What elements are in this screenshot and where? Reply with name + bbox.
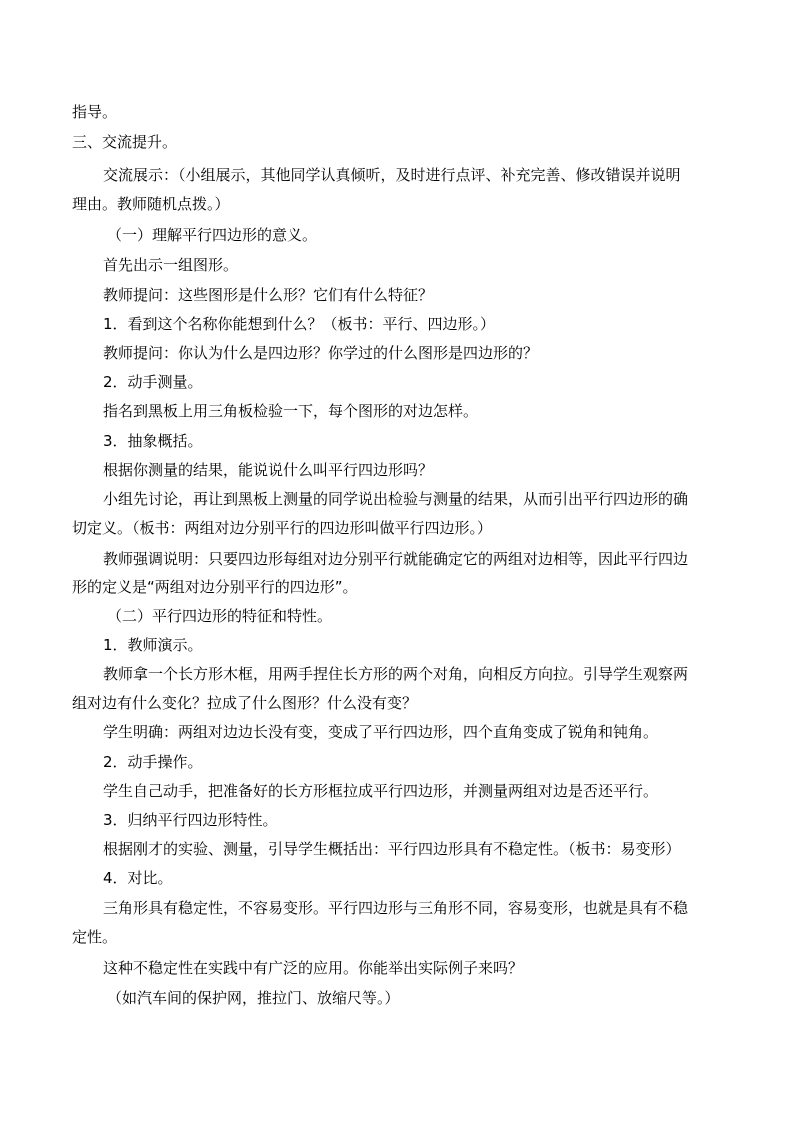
text-line: 交流展示：（小组展示，其他同学认真倾听，及时进行点评、补充完善、修改错误并说明 — [103, 166, 681, 184]
text-line: 2．动手测量。 — [103, 373, 203, 391]
text-line: 教师拿一个长方形木框，用两手捏住长方形的两个对角，向相反方向拉。引导学生观察两 — [103, 665, 689, 683]
text-line: 形的定义是“两组对边分别平行的四边形”。 — [72, 578, 358, 596]
text-line: 小组先讨论，再让到黑板上测量的同学说出检验与测量的结果，从而引出平行四边形的确 — [103, 490, 689, 508]
text-line: 指导。 — [72, 103, 118, 121]
text-line: 学生明确：两组对边边长没有变，变成了平行四边形，四个直角变成了锐角和钝角。 — [103, 723, 659, 741]
text-line: 学生自己动手，把准备好的长方形框拉成平行四边形，并测量两组对边是否还平行。 — [103, 782, 659, 800]
text-line: 三角形具有稳定性，不容易变形。平行四边形与三角形不同，容易变形，也就是具有不稳 — [103, 899, 689, 917]
text-line: 首先出示一组图形。 — [103, 256, 239, 274]
text-line: 3．抽象概括。 — [103, 432, 203, 450]
text-line: 切定义。（板书：两组对边分别平行的四边形叫做平行四边形。） — [72, 519, 493, 537]
subsection-heading: （二）平行四边形的特征和特性。 — [107, 607, 333, 625]
text-line: 1．看到这个名称你能想到什么？（板书：平行、四边形。） — [103, 315, 496, 333]
section-heading: 三、交流提升。 — [72, 133, 178, 151]
text-line: 3．归纳平行四边形特性。 — [103, 811, 278, 829]
text-line: 教师提问：你认为什么是四边形？你学过的什么图形是四边形的？ — [103, 344, 539, 362]
text-line: 指名到黑板上用三角板检验一下，每个图形的对边怎样。 — [103, 402, 479, 420]
text-line: 组对边有什么变化？拉成了什么图形？什么没有变？ — [72, 694, 418, 712]
text-line: 教师提问：这些图形是什么形？它们有什么特征？ — [103, 286, 434, 304]
text-line: 1．教师演示。 — [103, 636, 203, 654]
text-line: 定性。 — [72, 928, 118, 946]
text-line: 理由。教师随机点拨。） — [72, 195, 230, 213]
subsection-heading: （一）理解平行四边形的意义。 — [107, 226, 318, 244]
text-line: 这种不稳定性在实践中有广泛的应用。你能举出实际例子来吗？ — [103, 959, 524, 977]
text-line: 根据刚才的实验、测量，引导学生概括出：平行四边形具有不稳定性。（板书：易变形） — [103, 840, 681, 858]
text-line: （如汽车间的保护网，推拉门、放缩尺等。） — [107, 989, 400, 1007]
text-line: 2．动手操作。 — [103, 753, 203, 771]
text-line: 教师强调说明：只要四边形每组对边分别平行就能确定它的两组对边相等，因此平行四边 — [103, 550, 689, 568]
text-line: 4．对比。 — [103, 869, 173, 887]
text-line: 根据你测量的结果，能说说什么叫平行四边形吗？ — [103, 461, 434, 479]
